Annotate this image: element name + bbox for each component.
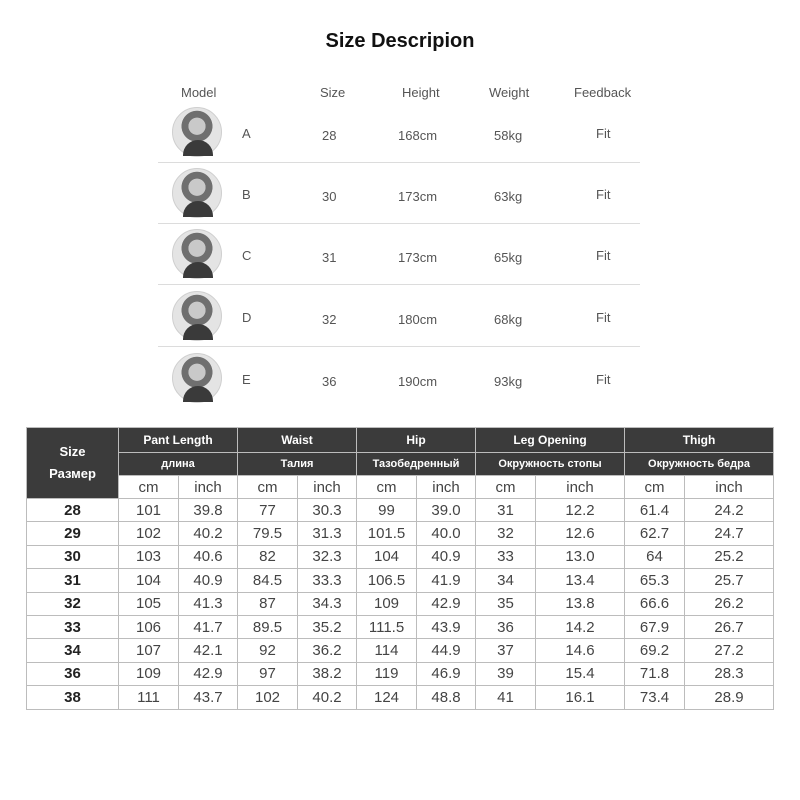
- measurement-cell: 34: [476, 569, 536, 592]
- group-header: Pant Length: [119, 428, 238, 453]
- measurement-cell: 13.8: [536, 592, 625, 615]
- measurement-cell: 12.6: [536, 522, 625, 545]
- model-size: 28: [322, 128, 337, 143]
- model-height: 173cm: [398, 189, 438, 204]
- measurement-cell: 114: [357, 639, 417, 662]
- model-header: Model: [181, 85, 217, 100]
- model-feedback: Fit: [596, 126, 611, 141]
- measurement-cell: 101: [119, 499, 179, 522]
- model-avatar: [172, 229, 222, 279]
- size-cell: 34: [27, 639, 119, 662]
- size-cell: 31: [27, 569, 119, 592]
- measurement-cell: 109: [357, 592, 417, 615]
- size-cell: 32: [27, 592, 119, 615]
- measurement-cell: 82: [238, 545, 298, 568]
- measurement-cell: 92: [238, 639, 298, 662]
- model-weight: 65kg: [494, 250, 523, 265]
- measurement-cell: 13.0: [536, 545, 625, 568]
- size-cell: 30: [27, 545, 119, 568]
- model-label: E: [242, 372, 251, 387]
- size-cell: 33: [27, 615, 119, 638]
- model-feedback: Fit: [596, 187, 611, 202]
- measurement-cell: 33.3: [298, 569, 357, 592]
- measurement-cell: 30.3: [298, 499, 357, 522]
- measurement-cell: 104: [357, 545, 417, 568]
- model-height: 190cm: [398, 374, 438, 389]
- measurement-cell: 14.6: [536, 639, 625, 662]
- measurement-cell: 43.9: [417, 615, 476, 638]
- measurement-cell: 32.3: [298, 545, 357, 568]
- model-label: C: [242, 248, 252, 263]
- measurement-cell: 39.8: [179, 499, 238, 522]
- measurement-cell: 41.9: [417, 569, 476, 592]
- group-header: Thigh: [625, 428, 774, 453]
- measurement-cell: 26.2: [685, 592, 774, 615]
- measurement-cell: 28.9: [685, 686, 774, 709]
- measurement-cell: 31.3: [298, 522, 357, 545]
- model-label: A: [242, 126, 251, 141]
- measurement-cell: 35: [476, 592, 536, 615]
- model-row: [158, 162, 640, 224]
- table-row: [27, 662, 774, 685]
- size-cell: 38: [27, 686, 119, 709]
- model-size: 32: [322, 312, 337, 327]
- model-feedback: Fit: [596, 248, 611, 263]
- measurement-cell: 64: [625, 545, 685, 568]
- size-header: Size: [320, 85, 346, 100]
- measurement-cell: 25.2: [685, 545, 774, 568]
- model-height: 173cm: [398, 250, 438, 265]
- feedback-header: Feedback: [574, 85, 632, 100]
- measurement-cell: 61.4: [625, 499, 685, 522]
- model-size: 31: [322, 250, 337, 265]
- weight-header: Weight: [489, 85, 530, 100]
- measurement-cell: 28.3: [685, 662, 774, 685]
- height-header: Height: [402, 85, 440, 100]
- measurement-cell: 62.7: [625, 522, 685, 545]
- measurement-cell: 14.2: [536, 615, 625, 638]
- measurement-cell: 40.2: [179, 522, 238, 545]
- measurement-cell: 89.5: [238, 615, 298, 638]
- measurement-cell: 40.0: [417, 522, 476, 545]
- measurement-cell: 33: [476, 545, 536, 568]
- measurement-cell: 99: [357, 499, 417, 522]
- measurement-cell: 46.9: [417, 662, 476, 685]
- measurement-cell: 124: [357, 686, 417, 709]
- model-label: D: [242, 310, 252, 325]
- table-row: [27, 639, 774, 662]
- model-weight: 93kg: [494, 374, 523, 389]
- measurement-cell: 15.4: [536, 662, 625, 685]
- measurement-cell: 42.1: [179, 639, 238, 662]
- model-avatar: [172, 107, 222, 157]
- unit-cell: cm: [476, 476, 536, 499]
- unit-cell: inch: [685, 476, 774, 499]
- table-row: [27, 686, 774, 709]
- measurement-cell: 65.3: [625, 569, 685, 592]
- model-weight: 58kg: [494, 128, 523, 143]
- measurement-cell: 106: [119, 615, 179, 638]
- group-header-ru: Окружность бедра: [625, 453, 774, 476]
- measurement-cell: 34.3: [298, 592, 357, 615]
- measurement-cell: 73.4: [625, 686, 685, 709]
- model-feedback: Fit: [596, 372, 611, 387]
- measurement-cell: 105: [119, 592, 179, 615]
- table-row: [27, 545, 774, 568]
- model-row: [158, 285, 640, 347]
- measurement-cell: 101.5: [357, 522, 417, 545]
- size-chart-table: [26, 427, 774, 710]
- measurement-cell: 87: [238, 592, 298, 615]
- size-cell: 36: [27, 662, 119, 685]
- table-row: [27, 569, 774, 592]
- measurement-cell: 103: [119, 545, 179, 568]
- measurement-cell: 36.2: [298, 639, 357, 662]
- unit-cell: cm: [357, 476, 417, 499]
- group-header: Leg Opening: [476, 428, 625, 453]
- table-row: [27, 592, 774, 615]
- measurement-cell: 111.5: [357, 615, 417, 638]
- group-header: Waist: [238, 428, 357, 453]
- model-row: [158, 101, 640, 163]
- measurement-cell: 41.7: [179, 615, 238, 638]
- measurement-cell: 42.9: [179, 662, 238, 685]
- measurement-cell: 84.5: [238, 569, 298, 592]
- measurement-cell: 44.9: [417, 639, 476, 662]
- group-header-ru: Тазобедренный: [357, 453, 476, 476]
- measurement-cell: 31: [476, 499, 536, 522]
- model-row: [158, 223, 640, 285]
- unit-cell: inch: [536, 476, 625, 499]
- model-height: 180cm: [398, 312, 438, 327]
- group-header-ru: длина: [119, 453, 238, 476]
- measurement-cell: 104: [119, 569, 179, 592]
- measurement-cell: 40.9: [417, 545, 476, 568]
- measurement-cell: 13.4: [536, 569, 625, 592]
- model-row: [158, 347, 640, 409]
- measurement-cell: 43.7: [179, 686, 238, 709]
- measurement-cell: 71.8: [625, 662, 685, 685]
- model-weight: 68kg: [494, 312, 523, 327]
- measurement-cell: 79.5: [238, 522, 298, 545]
- unit-cell: cm: [119, 476, 179, 499]
- measurement-cell: 41.3: [179, 592, 238, 615]
- unit-cell: inch: [298, 476, 357, 499]
- unit-cell: inch: [179, 476, 238, 499]
- table-row: [27, 499, 774, 522]
- measurement-cell: 67.9: [625, 615, 685, 638]
- measurement-cell: 32: [476, 522, 536, 545]
- measurement-cell: 97: [238, 662, 298, 685]
- group-header: Hip: [357, 428, 476, 453]
- model-feedback: Fit: [596, 310, 611, 325]
- model-avatar: [172, 353, 222, 403]
- measurement-cell: 66.6: [625, 592, 685, 615]
- page-title: Size Descripion: [325, 30, 475, 52]
- measurement-cell: 111: [119, 686, 179, 709]
- measurement-cell: 35.2: [298, 615, 357, 638]
- measurement-cell: 109: [119, 662, 179, 685]
- measurement-cell: 38.2: [298, 662, 357, 685]
- measurement-cell: 36: [476, 615, 536, 638]
- measurement-cell: 26.7: [685, 615, 774, 638]
- table-row: [27, 522, 774, 545]
- measurement-cell: 69.2: [625, 639, 685, 662]
- model-avatar: [172, 168, 222, 218]
- size-cell: 28: [27, 499, 119, 522]
- measurement-cell: 24.2: [685, 499, 774, 522]
- measurement-cell: 40.2: [298, 686, 357, 709]
- model-size: 36: [322, 374, 337, 389]
- measurement-cell: 119: [357, 662, 417, 685]
- measurement-cell: 39: [476, 662, 536, 685]
- measurement-cell: 25.7: [685, 569, 774, 592]
- measurement-cell: 39.0: [417, 499, 476, 522]
- measurement-cell: 16.1: [536, 686, 625, 709]
- model-height: 168cm: [398, 128, 438, 143]
- measurement-cell: 77: [238, 499, 298, 522]
- measurement-cell: 102: [119, 522, 179, 545]
- measurement-cell: 40.9: [179, 569, 238, 592]
- model-avatar: [172, 291, 222, 341]
- measurement-cell: 12.2: [536, 499, 625, 522]
- unit-cell: cm: [238, 476, 298, 499]
- model-label: B: [242, 187, 251, 202]
- measurement-cell: 27.2: [685, 639, 774, 662]
- table-row: [27, 615, 774, 638]
- group-header-ru: Талия: [238, 453, 357, 476]
- measurement-cell: 41: [476, 686, 536, 709]
- size-cell: 29: [27, 522, 119, 545]
- group-header-ru: Окружность стопы: [476, 453, 625, 476]
- measurement-cell: 37: [476, 639, 536, 662]
- model-weight: 63kg: [494, 189, 523, 204]
- model-size: 30: [322, 189, 337, 204]
- measurement-cell: 48.8: [417, 686, 476, 709]
- measurement-cell: 40.6: [179, 545, 238, 568]
- measurement-cell: 107: [119, 639, 179, 662]
- unit-cell: inch: [417, 476, 476, 499]
- measurement-cell: 102: [238, 686, 298, 709]
- measurement-cell: 24.7: [685, 522, 774, 545]
- size-column-header: Size Размер: [27, 428, 119, 499]
- unit-cell: cm: [625, 476, 685, 499]
- measurement-cell: 106.5: [357, 569, 417, 592]
- measurement-cell: 42.9: [417, 592, 476, 615]
